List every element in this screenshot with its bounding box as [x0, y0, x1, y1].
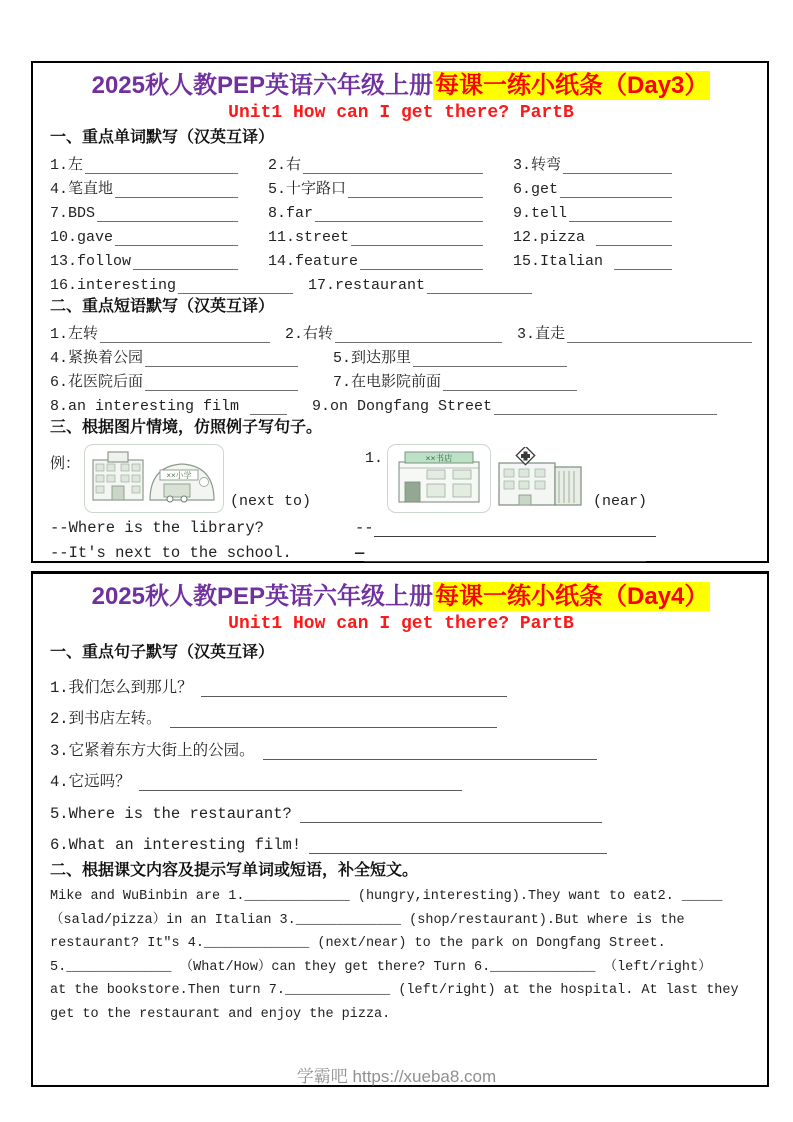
answer-blank[interactable] [263, 744, 597, 760]
answer-blank[interactable] [178, 278, 293, 294]
hospital-image [495, 447, 587, 512]
answer-blank[interactable] [85, 158, 238, 174]
phrase-item-label: 3.直走 [517, 326, 566, 343]
word-item-label: 10.gave [50, 229, 114, 246]
phrase-item-label: 8.an interesting film [50, 398, 249, 415]
day3-section3-heading: 三、根据图片情境，仿照例子写句子。 [50, 419, 323, 436]
answer-blank[interactable] [596, 230, 672, 246]
sentence-item-label: 5.Where is the restaurant? [50, 804, 292, 823]
day3-worksheet [31, 61, 769, 563]
word-item-label: 16.interesting [50, 277, 177, 294]
phrase-item [312, 391, 752, 415]
word-item [268, 174, 513, 198]
sentence-item [50, 665, 752, 697]
sentence-item-label: 1.我们怎么到那儿？ [50, 678, 193, 697]
word-item-label: 17.restaurant [308, 277, 426, 294]
day3-word-list [50, 150, 752, 270]
library-school-illustration [90, 448, 218, 504]
word-item [50, 270, 308, 294]
library-building [93, 452, 143, 500]
word-item [513, 222, 752, 246]
day3-phrase-row [50, 367, 752, 391]
day3-phrase-row [50, 319, 752, 343]
answer-blank[interactable] [348, 182, 483, 198]
answer-blank[interactable] [443, 375, 577, 391]
sentence-item [50, 791, 752, 823]
answer-blank[interactable] [315, 206, 483, 222]
word-item [50, 246, 268, 270]
day4-title-highlight: 每课一练小纸条（Day4） [435, 583, 709, 610]
word-item [268, 150, 513, 174]
example-label: 例： [50, 456, 81, 473]
day4-title [50, 582, 752, 612]
word-item [268, 246, 513, 270]
passage-line: 5._____________ （What/How）can they get there? Turn 6._____________ （left/right） [50, 959, 712, 975]
answer-blank[interactable] [139, 775, 462, 791]
phrase-item [50, 343, 333, 367]
day3-title [50, 71, 752, 101]
phrase-item [333, 367, 752, 391]
word-item-label: 6.get [513, 181, 559, 198]
passage-line: （salad/pizza）in an Italian 3._____________ (shop/restaurant).But where is the [50, 912, 685, 928]
answer-blank[interactable] [374, 521, 656, 537]
answer-blank[interactable] [100, 327, 270, 343]
answer-blank[interactable] [351, 230, 483, 246]
answer-blank[interactable] [250, 399, 287, 415]
answer-blank[interactable] [201, 681, 507, 697]
sentence-item-label: 3.它紧着东方大街上的公园。 [50, 741, 255, 760]
word-item-label: 14.feature [268, 253, 359, 270]
word-item [50, 150, 268, 174]
word-item [50, 198, 268, 222]
word-item-label: 13.follow [50, 253, 132, 270]
dialogue-answer: --It's next to the school. [50, 544, 292, 562]
example-caption: (next to) [230, 493, 312, 510]
hospital-building [499, 447, 581, 505]
day4-section1-heading: 一、重点句子默写（汉英互译） [50, 644, 275, 661]
phrase-item-label: 9.on Dongfang Street [312, 398, 493, 415]
answer-blank[interactable] [133, 254, 238, 270]
phrase-item [517, 319, 752, 343]
answer-blank[interactable] [170, 712, 497, 728]
sentence-item [50, 697, 752, 729]
phrase-item-label: 7.在电影院前面 [333, 374, 442, 391]
day3-word-list-lastrow [50, 270, 752, 294]
passage-line: restaurant? It"s 4._____________ (next/near) to the park on Dongfang Street. [50, 936, 666, 951]
phrase-item-label: 2.右转 [285, 326, 334, 343]
word-item [513, 174, 752, 198]
day3-title-prefix: 2025秋人教PEP英语六年级上册 [91, 72, 434, 99]
question1-caption: (near) [593, 493, 648, 510]
day4-section2-heading: 二、根据课文内容及提示写单词或短语，补全短文。 [50, 862, 419, 879]
hospital-cross-icon [516, 447, 534, 465]
day3-section2-heading: 二、重点短语默写（汉英互译） [50, 298, 275, 315]
phrase-item [50, 367, 333, 391]
answer-prefix: -- [355, 519, 374, 537]
word-item [308, 270, 752, 294]
word-item-label: 2.右 [268, 157, 302, 174]
word-item [50, 174, 268, 198]
phrase-item-label: 5.到达那里 [333, 350, 412, 367]
phrase-item [50, 319, 285, 343]
bookstore-building [399, 452, 479, 502]
word-item [268, 222, 513, 246]
passage-line: Mike and WuBinbin are 1._____________ (hungry,interesting).They want to eat2. _____ [50, 889, 723, 904]
word-item-label: 9.tell [513, 205, 568, 222]
word-item-label: 15.Italian [513, 253, 613, 270]
bookstore-illustration [393, 448, 485, 504]
phrase-item [333, 343, 752, 367]
word-item-label: 8.far [268, 205, 314, 222]
phrase-item [285, 319, 517, 343]
phrase-item [50, 391, 312, 415]
sentence-item [50, 760, 752, 792]
word-item-label: 4.笔直地 [50, 181, 114, 198]
word-item-label: 12.pizza [513, 229, 595, 246]
dialogue-question: --Where is the library? [50, 519, 264, 537]
bookstore-sign-text: ××书店 [425, 453, 453, 463]
sentence-item-label: 4.它远吗？ [50, 773, 131, 791]
school-sign-text: ××小学 [166, 471, 192, 480]
day3-phrase-row [50, 391, 752, 415]
phrase-item-label: 1.左转 [50, 326, 99, 343]
answer-blank[interactable] [560, 182, 672, 198]
day4-subtitle: Unit1 How can I get there? PartB [228, 614, 574, 634]
sentence-item [50, 823, 752, 855]
answer-blank[interactable] [300, 807, 602, 823]
dialogue-line [50, 537, 752, 562]
cloze-passage [50, 885, 752, 1026]
phrase-item-label: 6.花医院后面 [50, 374, 144, 391]
sentence-item [50, 728, 752, 760]
question1-label: 1. [365, 450, 384, 467]
answer-blank[interactable] [303, 158, 483, 174]
answer-blank[interactable] [563, 158, 672, 174]
day4-title-prefix: 2025秋人教PEP英语六年级上册 [91, 583, 434, 610]
answer-blank[interactable] [494, 399, 717, 415]
answer-blank[interactable] [364, 546, 646, 562]
day3-title-highlight: 每课一练小纸条（Day3） [435, 72, 709, 99]
word-item-label: 11.street [268, 229, 350, 246]
answer-blank[interactable] [335, 327, 502, 343]
answer-blank[interactable] [115, 182, 238, 198]
answer-blank[interactable] [115, 230, 238, 246]
word-item [513, 198, 752, 222]
word-item-label: 7.BDS [50, 205, 96, 222]
answer-blank[interactable] [427, 278, 532, 294]
sentence-item-label: 6.What an interesting film! [50, 836, 302, 854]
word-item [50, 222, 268, 246]
answer-blank[interactable] [569, 206, 672, 222]
day4-worksheet [31, 571, 769, 1087]
hospital-illustration [495, 447, 587, 507]
example-image [84, 444, 224, 513]
answer-blank[interactable] [309, 838, 607, 854]
answer-blank[interactable] [97, 206, 238, 222]
word-item-label: 5.十字路口 [268, 181, 347, 198]
word-item [268, 198, 513, 222]
word-item-label: 3.转弯 [513, 157, 562, 174]
answer-blank[interactable] [145, 351, 298, 367]
answer-prefix: — [355, 544, 365, 562]
watermark-link[interactable]: 学霸吧 https://xueba8.com [296, 1067, 497, 1086]
answer-blank[interactable] [567, 327, 752, 343]
school-building [150, 464, 214, 502]
answer-blank[interactable] [145, 375, 298, 391]
day3-picture-row [50, 444, 752, 512]
day3-subtitle: Unit1 How can I get there? PartB [228, 103, 574, 123]
day3-phrase-row [50, 343, 752, 367]
answer-blank[interactable] [413, 351, 567, 367]
word-item-label: 1.左 [50, 157, 84, 174]
word-item [513, 246, 752, 270]
question1-image [387, 444, 491, 513]
phrase-item-label: 4.紧换着公园 [50, 350, 144, 367]
sentence-item-label: 2.到书店左转。 [50, 710, 162, 728]
passage-line: get to the restaurant and enjoy the pizza. [50, 1006, 391, 1022]
dialogue-line [50, 512, 752, 537]
answer-blank[interactable] [360, 254, 483, 270]
word-item [513, 150, 752, 174]
answer-blank[interactable] [614, 254, 672, 270]
passage-line: at the bookstore.Then turn 7._____________ (left/right) at the hospital. At last they [50, 983, 739, 998]
day3-section1-heading: 一、重点单词默写（汉英互译） [50, 129, 275, 146]
